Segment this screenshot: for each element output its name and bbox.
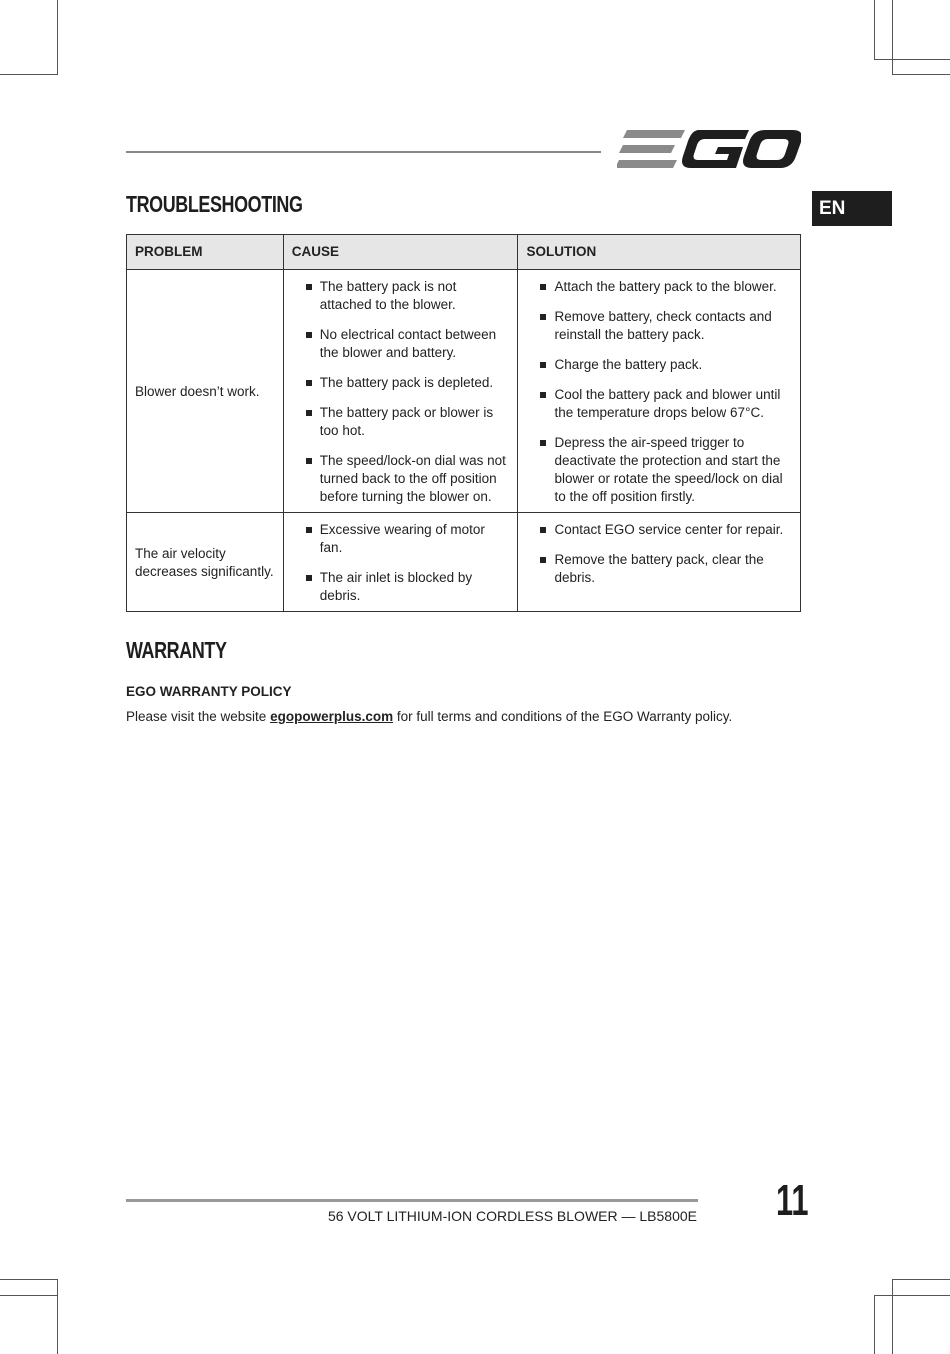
crop-mark (892, 1279, 950, 1280)
warranty-subtitle: EGO WARRANTY POLICY (126, 684, 292, 699)
crop-mark (874, 59, 950, 60)
crop-mark (0, 1295, 58, 1296)
cause-cell (283, 270, 518, 513)
warranty-text-after: for full terms and conditions of the EGO Warranty policy. (393, 709, 733, 724)
solution-item: Remove battery, check contacts and reinstall the battery pack. (540, 308, 792, 344)
cause-cell (283, 513, 518, 612)
warranty-text-before: Please visit the website (126, 709, 271, 724)
warranty-website-link[interactable]: egopowerplus.com (270, 709, 394, 724)
solution-item: Cool the battery pack and blower until the temperature drops below 67°C. (540, 386, 792, 422)
table-row (127, 270, 801, 513)
crop-mark (892, 74, 950, 75)
crop-mark (874, 1295, 950, 1296)
table-header-row (127, 235, 801, 270)
page-number: 11 (776, 1176, 809, 1225)
crop-mark (0, 74, 58, 75)
crop-mark (874, 0, 875, 60)
cause-item: No electrical contact between the blower and battery. (306, 326, 510, 362)
footer-rule (126, 1199, 698, 1202)
table-row (127, 513, 801, 612)
troubleshooting-table (126, 234, 801, 612)
column-header-solution: SOLUTION (518, 235, 801, 270)
problem-cell: The air velocity decreases significantly. (127, 513, 284, 612)
cause-item: Excessive wearing of motor fan. (306, 521, 510, 557)
cause-item: The battery pack is depleted. (306, 374, 510, 392)
solution-cell (518, 513, 801, 612)
cause-item: The battery pack is not attached to the blower. (306, 278, 510, 314)
problem-cell: Blower doesn’t work. (127, 270, 284, 513)
solution-item: Remove the battery pack, clear the debris. (540, 551, 792, 587)
ego-logo (617, 128, 801, 172)
cause-item: The speed/lock-on dial was not turned back to the off position before turning the blower on. (306, 452, 510, 506)
crop-mark (892, 0, 893, 75)
cause-item: The battery pack or blower is too hot. (306, 404, 510, 440)
warranty-paragraph (126, 709, 732, 724)
solution-item: Contact EGO service center for repair. (540, 521, 792, 539)
solution-item: Depress the air-speed trigger to deactivate the protection and start the blower or rotate the speed/lock on dial to the off position firstly. (540, 434, 792, 506)
column-header-problem: PROBLEM (127, 235, 284, 270)
language-tab[interactable]: EN (812, 191, 892, 226)
crop-mark (874, 1295, 875, 1354)
solution-item: Charge the battery pack. (540, 356, 792, 374)
cause-item: The air inlet is blocked by debris. (306, 569, 510, 605)
header-rule (126, 151, 601, 153)
crop-mark (0, 1279, 58, 1280)
footer-product-line: 56 VOLT LITHIUM-ION CORDLESS BLOWER — LB5800E (327, 1208, 697, 1224)
solution-cell (518, 270, 801, 513)
crop-mark (892, 1279, 893, 1354)
troubleshooting-title: TROUBLESHOOTING (126, 191, 303, 217)
crop-mark (57, 1279, 58, 1354)
crop-mark (57, 0, 58, 75)
column-header-cause: CAUSE (283, 235, 518, 270)
solution-item: Attach the battery pack to the blower. (540, 278, 792, 296)
warranty-title: WARRANTY (126, 637, 227, 663)
